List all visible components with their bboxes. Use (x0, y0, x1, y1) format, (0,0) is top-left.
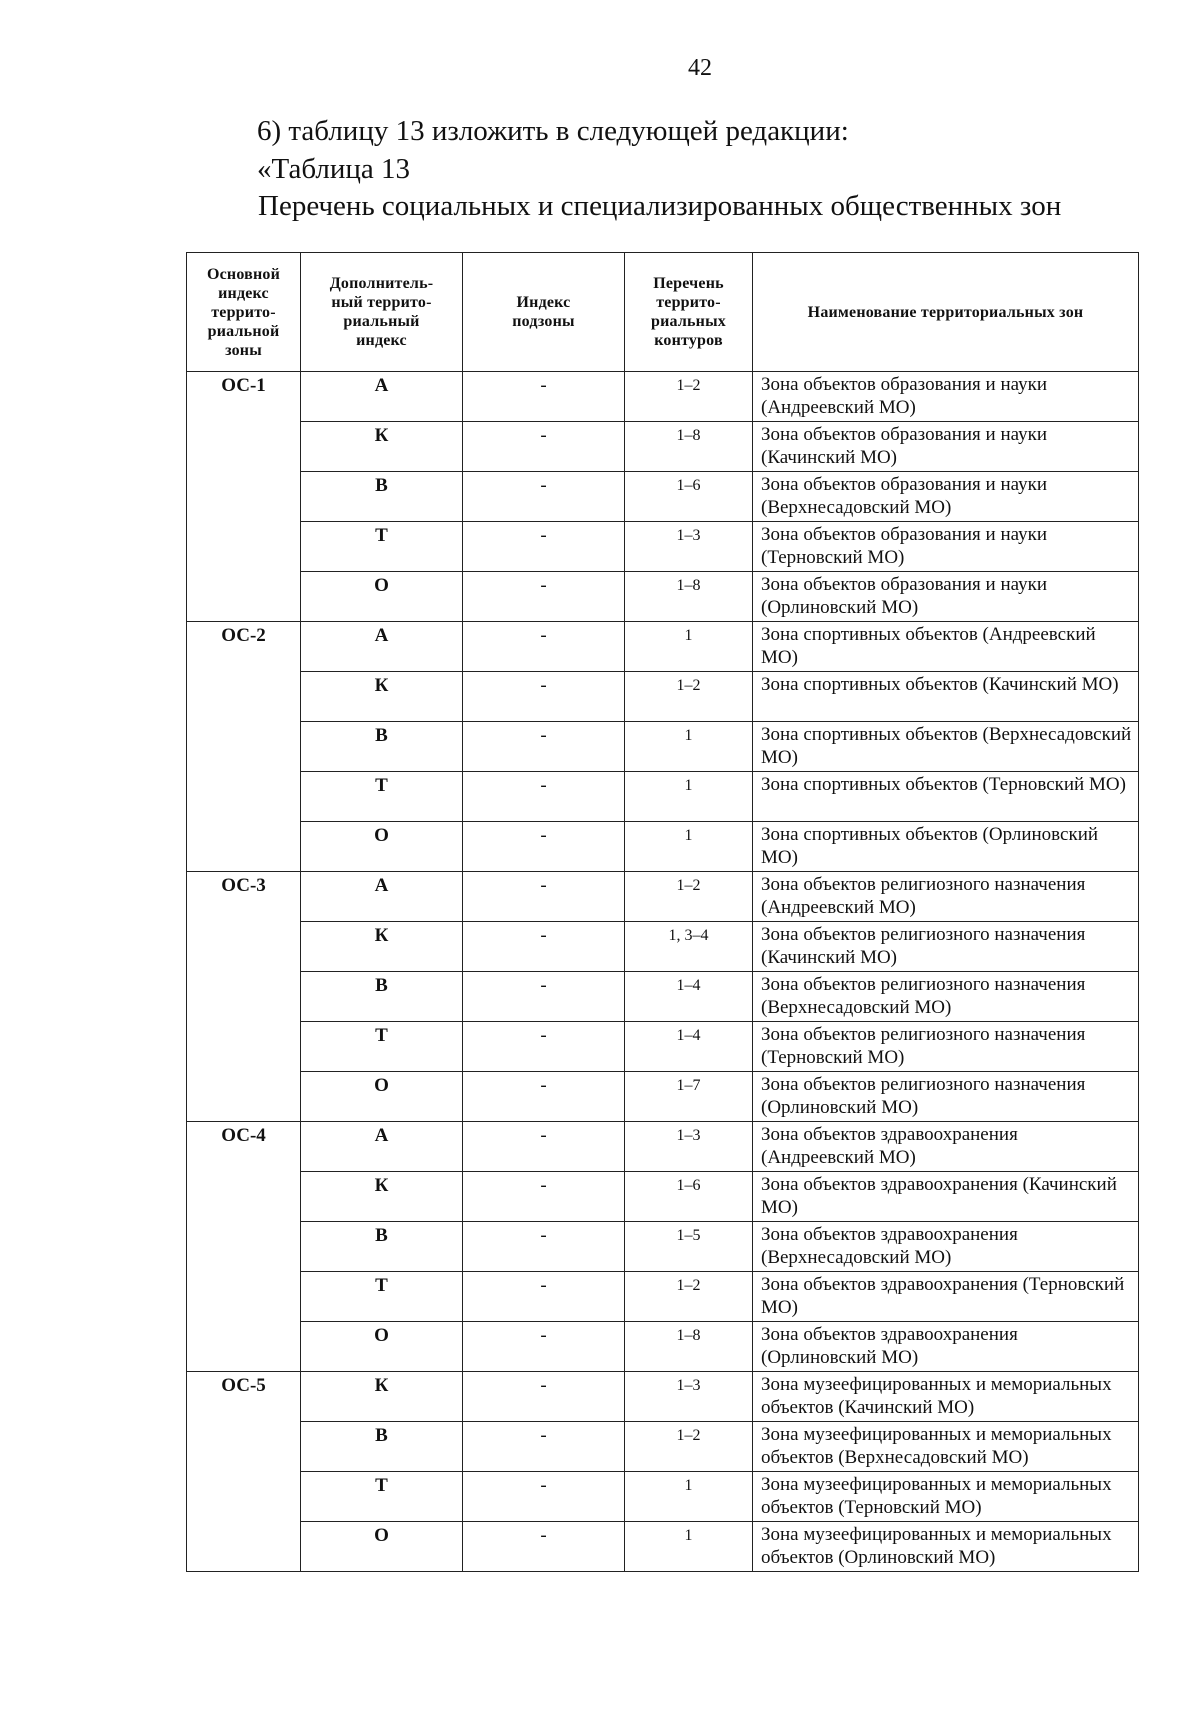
contours-cell: 1–2 (625, 672, 753, 722)
zone-name-cell: Зона объектов образования и науки (Качинский МО) (753, 422, 1139, 472)
additional-index-cell: К (301, 672, 463, 722)
zone-name-cell: Зона спортивных объектов (Качинский МО) (753, 672, 1139, 722)
table-row (187, 422, 1139, 472)
zone-name-cell: Зона спортивных объектов (Терновский МО) (753, 772, 1139, 822)
subzone-index-cell: - (463, 1022, 625, 1072)
subzone-index-cell: - (463, 1172, 625, 1222)
additional-index-cell: В (301, 1422, 463, 1472)
contours-cell: 1–3 (625, 1122, 753, 1172)
additional-index-cell: Т (301, 772, 463, 822)
subzone-index-cell: - (463, 772, 625, 822)
table-row (187, 922, 1139, 972)
contours-cell: 1 (625, 622, 753, 672)
main-index-cell: ОС-4 (187, 1122, 301, 1372)
table-row (187, 1272, 1139, 1322)
additional-index-cell: В (301, 1222, 463, 1272)
table-row (187, 572, 1139, 622)
subzone-index-cell: - (463, 1272, 625, 1322)
subzone-index-cell: - (463, 972, 625, 1022)
table-row (187, 1372, 1139, 1422)
table-row (187, 472, 1139, 522)
subzone-index-cell: - (463, 1322, 625, 1372)
zone-name-cell: Зона объектов образования и науки (Орлиновский МО) (753, 572, 1139, 622)
table-row (187, 1022, 1139, 1072)
table-row (187, 1422, 1139, 1472)
zone-name-cell: Зона объектов религиозного назначения (Орлиновский МО) (753, 1072, 1139, 1122)
contours-cell: 1–2 (625, 872, 753, 922)
intro-line-2: «Таблица 13 (257, 153, 411, 185)
subzone-index-cell: - (463, 522, 625, 572)
header-main-index (187, 253, 301, 372)
table-row (187, 872, 1139, 922)
contours-cell: 1–3 (625, 522, 753, 572)
additional-index-cell: Т (301, 1272, 463, 1322)
zone-name-cell: Зона объектов религиозного назначения (Терновский МО) (753, 1022, 1139, 1072)
subzone-index-cell: - (463, 1072, 625, 1122)
additional-index-cell: Т (301, 1472, 463, 1522)
contours-cell: 1–6 (625, 472, 753, 522)
additional-index-cell: Т (301, 522, 463, 572)
contours-cell: 1–2 (625, 372, 753, 422)
zones-table (186, 252, 1139, 1572)
zone-name-cell: Зона объектов религиозного назначения (Верхнесадовский МО) (753, 972, 1139, 1022)
contours-cell: 1 (625, 722, 753, 772)
additional-index-cell: В (301, 722, 463, 772)
subzone-index-cell: - (463, 922, 625, 972)
header-main-index-text: Основной индекс террито-риальной зоны (206, 265, 281, 359)
zone-name-cell: Зона объектов здравоохранения (Андреевский МО) (753, 1122, 1139, 1172)
subzone-index-cell: - (463, 822, 625, 872)
subzone-index-cell: - (463, 622, 625, 672)
contours-cell: 1–5 (625, 1222, 753, 1272)
zone-name-cell: Зона спортивных объектов (Орлиновский МО) (753, 822, 1139, 872)
table-row (187, 1072, 1139, 1122)
additional-index-cell: К (301, 922, 463, 972)
additional-index-cell: К (301, 422, 463, 472)
table-row (187, 972, 1139, 1022)
additional-index-cell: А (301, 622, 463, 672)
additional-index-cell: Т (301, 1022, 463, 1072)
table-title: Перечень социальных и специализированных общественных зон (258, 190, 1062, 222)
zone-name-cell: Зона объектов религиозного назначения (Качинский МО) (753, 922, 1139, 972)
header-subzone-index-text: Индекс подзоны (512, 294, 575, 330)
contours-cell: 1–8 (625, 1322, 753, 1372)
contours-cell: 1–6 (625, 1172, 753, 1222)
subzone-index-cell: - (463, 1222, 625, 1272)
zone-name-cell: Зона спортивных объектов (Верхнесадовский МО) (753, 722, 1139, 772)
page-number: 42 (688, 55, 712, 81)
zone-name-cell: Зона объектов религиозного назначения (Андреевский МО) (753, 872, 1139, 922)
zone-name-cell: Зона объектов образования и науки (Терновский МО) (753, 522, 1139, 572)
header-additional-index (301, 253, 463, 372)
contours-cell: 1–3 (625, 1372, 753, 1422)
subzone-index-cell: - (463, 1522, 625, 1572)
table-row (187, 522, 1139, 572)
additional-index-cell: О (301, 1522, 463, 1572)
header-zone-name: Наименование территориальных зон (753, 253, 1139, 372)
table-row (187, 1222, 1139, 1272)
contours-cell: 1–7 (625, 1072, 753, 1122)
additional-index-cell: К (301, 1172, 463, 1222)
contours-cell: 1–2 (625, 1272, 753, 1322)
table-row (187, 1522, 1139, 1572)
subzone-index-cell: - (463, 1122, 625, 1172)
subzone-index-cell: - (463, 1422, 625, 1472)
table-row (187, 772, 1139, 822)
table-row (187, 1472, 1139, 1522)
additional-index-cell: А (301, 372, 463, 422)
zone-name-cell: Зона музеефицированных и мемориальных объектов (Верхнесадовский МО) (753, 1422, 1139, 1472)
additional-index-cell: А (301, 1122, 463, 1172)
main-index-cell: ОС-2 (187, 622, 301, 872)
main-index-cell: ОС-1 (187, 372, 301, 622)
table-row (187, 1322, 1139, 1372)
subzone-index-cell: - (463, 672, 625, 722)
subzone-index-cell: - (463, 422, 625, 472)
contours-cell: 1 (625, 1522, 753, 1572)
additional-index-cell: О (301, 822, 463, 872)
subzone-index-cell: - (463, 572, 625, 622)
subzone-index-cell: - (463, 1372, 625, 1422)
zone-name-cell: Зона объектов здравоохранения (Орлиновский МО) (753, 1322, 1139, 1372)
additional-index-cell: О (301, 572, 463, 622)
table-row (187, 722, 1139, 772)
contours-cell: 1–4 (625, 972, 753, 1022)
contours-cell: 1 (625, 822, 753, 872)
subzone-index-cell: - (463, 722, 625, 772)
additional-index-cell: А (301, 872, 463, 922)
main-index-cell: ОС-5 (187, 1372, 301, 1572)
intro-line-1: 6) таблицу 13 изложить в следующей редакции: (257, 115, 849, 147)
additional-index-cell: О (301, 1322, 463, 1372)
zone-name-cell: Зона объектов здравоохранения (Верхнесадовский МО) (753, 1222, 1139, 1272)
zone-name-cell: Зона музеефицированных и мемориальных объектов (Качинский МО) (753, 1372, 1139, 1422)
table-row (187, 1172, 1139, 1222)
table-row (187, 1122, 1139, 1172)
table-header-row (187, 253, 1139, 372)
subzone-index-cell: - (463, 472, 625, 522)
contours-cell: 1–4 (625, 1022, 753, 1072)
header-additional-index-text: Дополнитель-ный террито-риальный индекс (329, 275, 434, 349)
subzone-index-cell: - (463, 1472, 625, 1522)
table-row (187, 622, 1139, 672)
table-row (187, 672, 1139, 722)
additional-index-cell: К (301, 1372, 463, 1422)
contours-cell: 1–8 (625, 572, 753, 622)
main-index-cell: ОС-3 (187, 872, 301, 1122)
zone-name-cell: Зона объектов здравоохранения (Качинский МО) (753, 1172, 1139, 1222)
zone-name-cell: Зона объектов образования и науки (Верхнесадовский МО) (753, 472, 1139, 522)
header-contours-text: Перечень террито-риальных контуров (650, 275, 726, 349)
additional-index-cell: В (301, 972, 463, 1022)
subzone-index-cell: - (463, 872, 625, 922)
table-row (187, 822, 1139, 872)
contours-cell: 1, 3–4 (625, 922, 753, 972)
subzone-index-cell: - (463, 372, 625, 422)
intro-text (257, 112, 1057, 188)
zone-name-cell: Зона объектов здравоохранения (Терновский МО) (753, 1272, 1139, 1322)
header-contours (625, 253, 753, 372)
contours-cell: 1 (625, 772, 753, 822)
contours-cell: 1 (625, 1472, 753, 1522)
contours-cell: 1–2 (625, 1422, 753, 1472)
zone-name-cell: Зона музеефицированных и мемориальных объектов (Терновский МО) (753, 1472, 1139, 1522)
zone-name-cell: Зона объектов образования и науки (Андреевский МО) (753, 372, 1139, 422)
contours-cell: 1–8 (625, 422, 753, 472)
additional-index-cell: О (301, 1072, 463, 1122)
table-row (187, 372, 1139, 422)
zone-name-cell: Зона спортивных объектов (Андреевский МО) (753, 622, 1139, 672)
table-body (187, 372, 1139, 1572)
zone-name-cell: Зона музеефицированных и мемориальных объектов (Орлиновский МО) (753, 1522, 1139, 1572)
header-subzone-index (463, 253, 625, 372)
additional-index-cell: В (301, 472, 463, 522)
